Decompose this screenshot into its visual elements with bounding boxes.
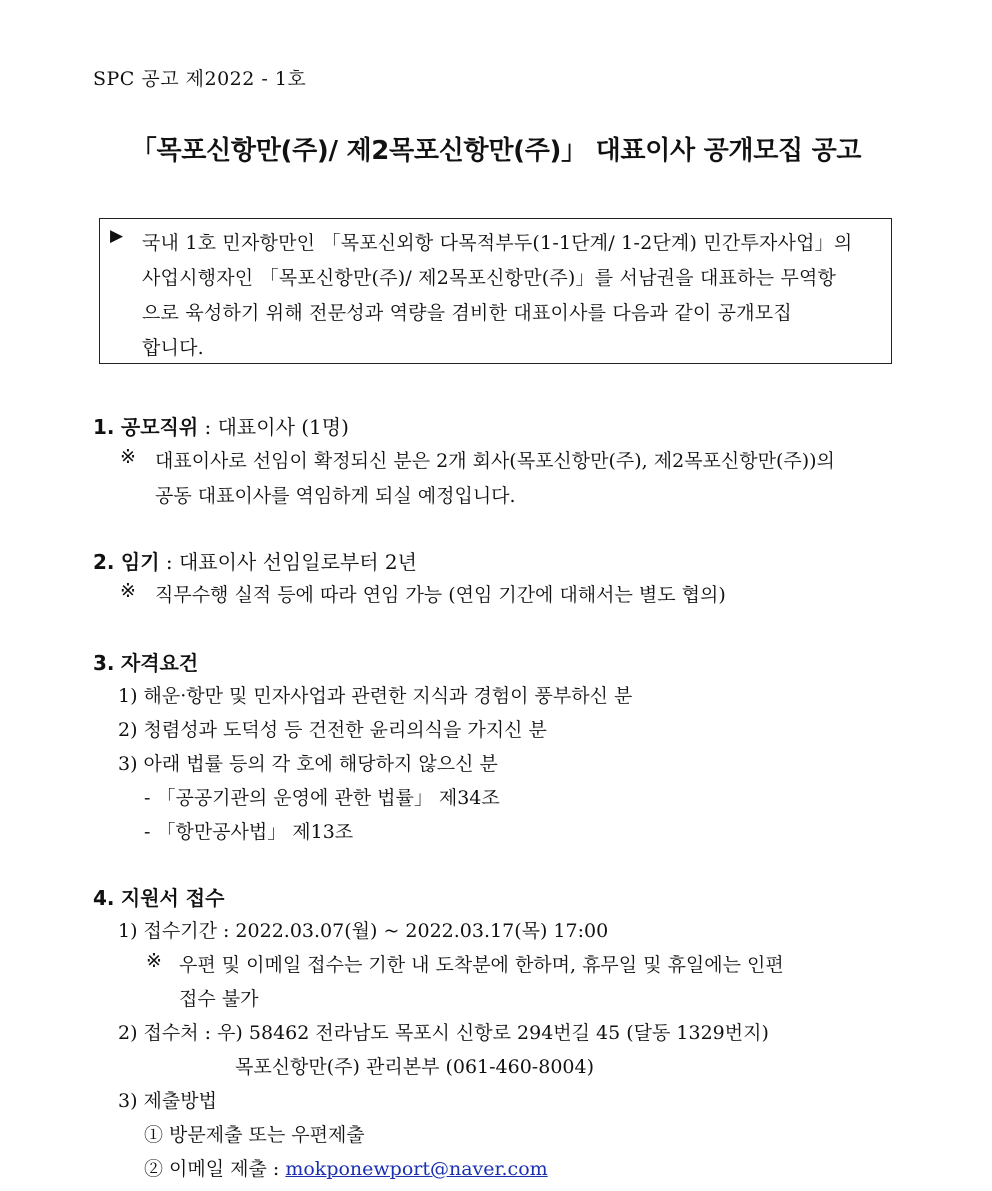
section-number: 4. [93, 886, 115, 910]
address-line: 2) 접수처 : 우) 58462 전라남도 목포시 신항로 294번길 45 (달동 1329번지) [118, 1022, 769, 1044]
intro-line: 사업시행자인 「목포신항만(주)/ 제2목포신항만(주)」를 서남권을 대표하는 무역항 [142, 267, 837, 289]
section-number: 3. [93, 651, 115, 675]
section-value: : 대표이사 선임일로부터 2년 [165, 550, 417, 574]
section-2-heading [93, 546, 417, 575]
list-item: 2) 청렴성과 도덕성 등 건전한 윤리의식을 가지신 분 [118, 719, 547, 741]
method-label: 3) 제출방법 [118, 1090, 217, 1112]
method-item: ① 방문제출 또는 우편제출 [144, 1124, 365, 1146]
address-line: 목포신항만(주) 관리본부 (061-460-8004) [235, 1056, 594, 1078]
note-line: 직무수행 실적 등에 따라 연임 가능 (연임 기간에 대해서는 별도 협의) [155, 584, 726, 606]
section-4-heading [93, 882, 224, 911]
sub-list-item: - 「항만공사법」 제13조 [144, 821, 354, 843]
section-title: 지원서 접수 [120, 886, 225, 910]
list-item: 3) 아래 법률 등의 각 호에 해당하지 않으신 분 [118, 753, 498, 775]
intro-line: 으로 육성하기 위해 전문성과 역량을 겸비한 대표이사를 다음과 같이 공개모집 [142, 302, 792, 324]
section-3-heading [93, 647, 198, 676]
intro-line: 국내 1호 민자항만인 「목포신외항 다목적부두(1-1단계/ 1-2단계) 민간투자사업」의 [142, 232, 853, 254]
section-1-heading [93, 411, 349, 440]
section-number: 1. [93, 415, 115, 439]
section-title: 공모직위 [120, 415, 199, 439]
period-line: 1) 접수기간 : 2022.03.07(월) ~ 2022.03.17(목) 17:00 [118, 920, 609, 942]
email-link[interactable]: mokponewport@naver.com [285, 1158, 548, 1180]
note-line: 대표이사로 선임이 확정되신 분은 2개 회사(목포신항만(주), 제2목포신항만(주))의 [155, 450, 835, 472]
section-title: 임기 [120, 550, 160, 574]
note-mark: ※ [120, 446, 136, 468]
sub-list-item: - 「공공기관의 운영에 관한 법률」 제34조 [144, 787, 500, 809]
method-label-text: ② 이메일 제출 : [144, 1158, 280, 1180]
page-title: 「목포신항만(주)/ 제2목포신항만(주)」 대표이사 공개모집 공고 [130, 136, 862, 166]
section-title: 자격요건 [120, 651, 199, 675]
note-line: 우편 및 이메일 접수는 기한 내 도착분에 한하며, 휴무일 및 휴일에는 인편 [179, 954, 784, 976]
note-line: 공동 대표이사를 역임하게 되실 예정입니다. [155, 485, 516, 507]
triangle-bullet-icon: ▶ [110, 226, 124, 246]
section-value: : 대표이사 (1명) [204, 415, 349, 439]
note-mark: ※ [146, 950, 162, 972]
notice-number: SPC 공고 제2022 - 1호 [93, 68, 307, 90]
note-line: 접수 불가 [179, 988, 259, 1010]
list-item: 1) 해운·항만 및 민자사업과 관련한 지식과 경험이 풍부하신 분 [118, 685, 633, 707]
intro-line: 합니다. [142, 337, 204, 359]
method-item [144, 1154, 548, 1181]
note-mark: ※ [120, 580, 136, 602]
section-number: 2. [93, 550, 115, 574]
